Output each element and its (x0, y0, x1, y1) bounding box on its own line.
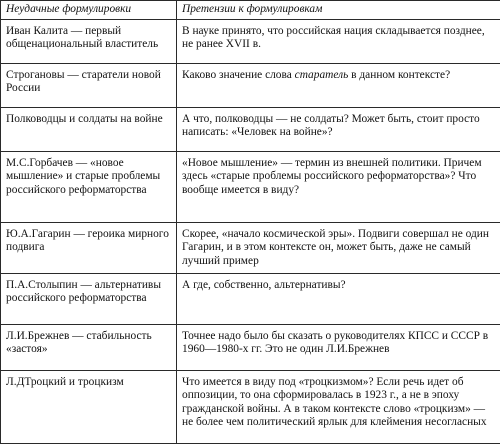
wording-cell (1, 64, 177, 108)
objection-cell (177, 152, 500, 223)
table-row (1, 64, 500, 108)
table-header-row (1, 1, 500, 20)
wording-text: Строгановы — старатели новой России (6, 69, 174, 96)
objection-text-after: в данном контексте? (348, 69, 450, 81)
wording-text: Ю.А.Гагарин — героика мирного подвига (6, 228, 174, 255)
objection-text: Скорее, «начало космической эры». Подвиги совершал не один Гагарин, и в этом контексте он, может быть, даже не самый лучший пример (182, 228, 498, 268)
wording-cell (1, 108, 177, 152)
table-row (1, 274, 500, 325)
objection-text: А что, полководцы — не солдаты? Может быть, стоит просто написать: «Человек на войне»? (182, 113, 498, 140)
wording-text: Иван Калита — первый общенациональный властитель (6, 25, 174, 52)
wording-text: Полководцы и солдаты на войне (6, 113, 174, 126)
objection-text: «Новое мышление» — термин из внешней политики. Причем здесь «старые проблемы российского реформаторства»? Что вообще имеется в виду? (182, 157, 498, 197)
objection-text: Что имеется в виду под «троцкизмом»? Если речь идет об оппозиции, то она сформировалась в 1923 г., а не в эпоху гражданской войны. А в таком контексте слово «троцкизм» — не более чем политический ярлык для клеймения несогласных (182, 376, 498, 430)
objection-cell (177, 371, 500, 444)
table-row (1, 223, 500, 274)
table-row (1, 371, 500, 444)
header-unsuccessful-wordings: Неудачные формулировки (1, 1, 177, 20)
wording-cell (1, 371, 177, 444)
objection-cell (177, 274, 500, 325)
objection-keyword: старатель (295, 69, 349, 81)
objection-cell (177, 325, 500, 371)
wording-text: П.А.Столыпин — альтернативы российского реформаторства (6, 279, 174, 306)
table-row (1, 20, 500, 64)
wording-text: Л.ДТроцкий и троцкизм (6, 376, 174, 389)
objection-cell (177, 108, 500, 152)
objection-text: А где, собственно, альтернативы? (182, 279, 498, 292)
table-row (1, 152, 500, 223)
wording-cell (1, 325, 177, 371)
objection-text: Точнее надо было бы сказать о руководителях КПСС и СССР в 1960—1980-х гг. Это не один Л.И.Брежнев (182, 330, 498, 357)
wording-cell (1, 223, 177, 274)
wording-cell (1, 152, 177, 223)
objection-text (182, 69, 498, 82)
wording-cell (1, 274, 177, 325)
objection-text-before: Каково значение слова (182, 69, 295, 81)
table-row (1, 325, 500, 371)
objection-cell (177, 223, 500, 274)
objection-cell (177, 20, 500, 64)
objection-cell (177, 64, 500, 108)
wording-text: Л.И.Брежнев — стабильность «застоя» (6, 330, 174, 357)
table-row (1, 108, 500, 152)
objection-text: В науке принято, что российская нация складывается позднее, не ранее XVII в. (182, 25, 498, 52)
header-wording-objections: Претензии к формулировкам (177, 1, 500, 20)
wording-text: М.С.Горбачев — «новое мышление» и старые проблемы российского реформаторства (6, 157, 174, 197)
wording-cell (1, 20, 177, 64)
